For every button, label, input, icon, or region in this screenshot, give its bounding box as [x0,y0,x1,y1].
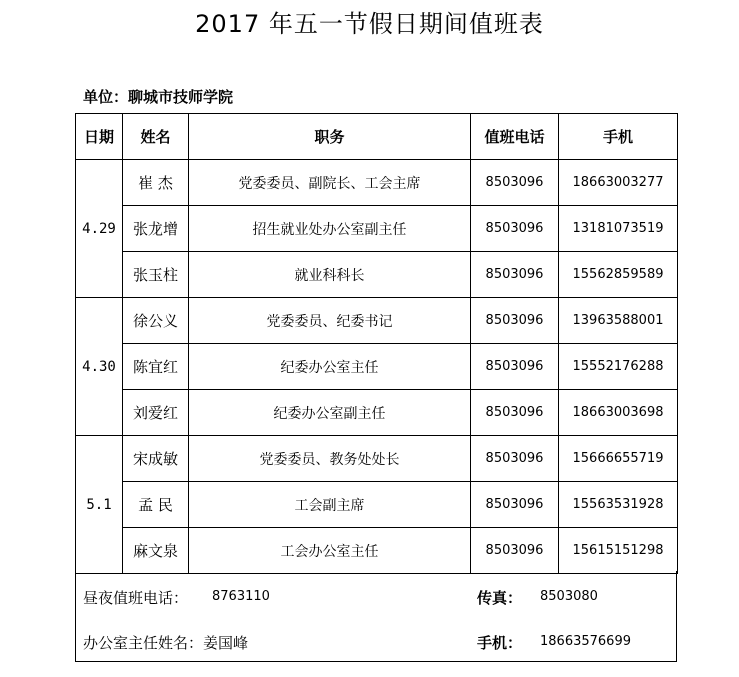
fax-value: 8503080 [540,589,598,604]
table-row [76,344,678,390]
table-row [76,160,678,206]
day-night-phone-label: 昼夜值班电话： [83,589,189,607]
table-row [76,390,678,436]
role-cell: 党委委员、教务处处长 [189,436,471,482]
mobile-cell: 15563531928 [559,482,678,528]
page-title: 2017 年五一节假日期间值班表 [195,10,544,38]
duty-phone-cell: 8503096 [471,436,559,482]
name-cell: 徐公义 [123,298,189,344]
table-row [76,252,678,298]
mobile-cell: 15552176288 [559,344,678,390]
role-cell: 纪委办公室副主任 [189,390,471,436]
header-mobile: 手机 [559,114,678,160]
mobile-cell: 15615151298 [559,528,678,574]
duty-phone-cell: 8503096 [471,482,559,528]
duty-phone-cell: 8503096 [471,344,559,390]
mobile-cell: 15562859589 [559,252,678,298]
date-cell: 4.30 [76,298,123,436]
table-row [76,298,678,344]
table-row [76,528,678,574]
mobile-cell: 13963588001 [559,298,678,344]
day-night-phone-value: 8763110 [212,589,270,604]
date-cell: 4.29 [76,160,123,298]
duty-phone-cell: 8503096 [471,298,559,344]
duty-phone-cell: 8503096 [471,390,559,436]
duty-table [75,113,678,574]
name-cell: 张龙增 [123,206,189,252]
table-row [76,482,678,528]
header-date: 日期 [76,114,123,160]
director-mobile-label: 手机： [477,634,523,652]
name-cell: 刘爱红 [123,390,189,436]
role-cell: 党委委员、副院长、工会主席 [189,160,471,206]
table-header-row [76,114,678,160]
table-row [76,206,678,252]
duty-phone-cell: 8503096 [471,528,559,574]
director-mobile-value: 18663576699 [540,634,631,649]
name-cell: 崔 杰 [123,160,189,206]
unit-label: 单位：聊城市技师学院 [83,88,234,106]
mobile-cell: 18663003277 [559,160,678,206]
name-cell: 张玉柱 [123,252,189,298]
name-cell: 麻文泉 [123,528,189,574]
header-name: 姓名 [123,114,189,160]
fax-label: 传真： [477,589,523,607]
name-cell: 宋成敏 [123,436,189,482]
role-cell: 招生就业处办公室副主任 [189,206,471,252]
role-cell: 纪委办公室主任 [189,344,471,390]
duty-phone-cell: 8503096 [471,252,559,298]
duty-phone-cell: 8503096 [471,206,559,252]
director-label: 办公室主任姓名：姜国峰 [83,634,249,652]
name-cell: 陈宜红 [123,344,189,390]
duty-phone-cell: 8503096 [471,160,559,206]
mobile-cell: 15666655719 [559,436,678,482]
header-role: 职务 [189,114,471,160]
role-cell: 工会副主席 [189,482,471,528]
role-cell: 工会办公室主任 [189,528,471,574]
date-cell: 5.1 [76,436,123,574]
table-row [76,436,678,482]
name-cell: 孟 民 [123,482,189,528]
header-duty-phone: 值班电话 [471,114,559,160]
mobile-cell: 18663003698 [559,390,678,436]
role-cell: 就业科科长 [189,252,471,298]
role-cell: 党委委员、纪委书记 [189,298,471,344]
mobile-cell: 13181073519 [559,206,678,252]
